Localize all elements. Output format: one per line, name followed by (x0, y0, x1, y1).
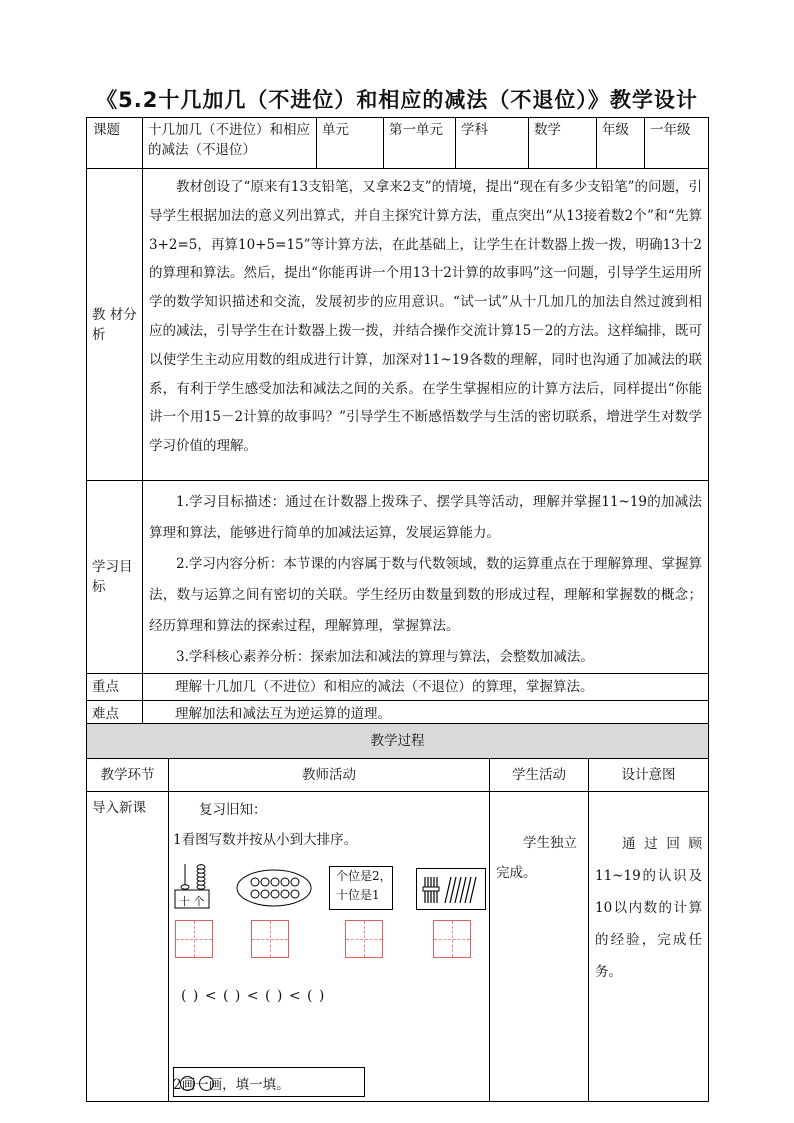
header-intent: 设计意图 (589, 759, 709, 792)
goals-label: 学习目标 (87, 481, 143, 674)
goals-cell (143, 481, 709, 674)
topic-label: 课题 (87, 118, 143, 169)
difficulty-text: 理解加法和减法互为逆运算的道理。 (143, 701, 709, 728)
info-table (86, 117, 709, 728)
key-point-text: 理解十几加几（不进位）和相应的减法（不退位）的算理，掌握算法。 (143, 674, 709, 701)
card-line-2: 十位是1 (336, 888, 380, 902)
difficulty-label: 难点 (87, 701, 143, 728)
drawing-box (173, 1067, 365, 1097)
sticks-icon (417, 869, 485, 909)
goal-item-2: 2.学习内容分析：本节课的内容属于数与代数领域，数的运算重点在于理解算理、掌握算法，数与运算之间有密切的关联。学生经历由数量到数的形成过程，理解和掌握数的概念；经历算理和算法的探索过程，理解算理，掌握算法。 (149, 556, 702, 634)
unit-value: 第一单元 (384, 118, 456, 169)
answer-grid-4[interactable] (433, 920, 471, 958)
card-line-1: 个位是2， (336, 869, 392, 883)
page-title: 《5.2十几加几（不进位）和相应的减法（不退位）》教学设计 (96, 88, 698, 112)
process-title: 教学过程 (87, 724, 709, 759)
abacus-label: 十 个 (179, 895, 205, 908)
header-teacher: 教师活动 (169, 759, 490, 792)
design-intent: 通过回顾11~19的认识及10以内数的计算的经验，完成任务。 (589, 792, 709, 1102)
subject-label: 学科 (456, 118, 529, 169)
unit-label: 单元 (317, 118, 384, 169)
question-2: 2画一画，填一填。 (173, 1077, 290, 1093)
circle-icon (199, 1076, 214, 1091)
sticks-picture (416, 868, 486, 910)
stage-cell: 导入新课 (87, 792, 169, 1102)
analysis-label: 教 材分析 (87, 169, 143, 481)
goal-item-3: 3.学科核心素养分析：探索加法和减法的算理与算法，会整数加减法。 (176, 649, 594, 665)
process-table (86, 723, 709, 1102)
answer-grid-1[interactable] (175, 920, 213, 958)
student-activity: 学生独立完成。 (490, 792, 589, 1102)
apples-picture (235, 868, 313, 908)
circle-icon (180, 1076, 195, 1091)
grade-label: 年级 (597, 118, 645, 169)
teacher-activity (169, 792, 490, 1102)
key-point-label: 重点 (87, 674, 143, 701)
header-student: 学生活动 (490, 759, 589, 792)
abacus-picture (173, 860, 213, 910)
header-stage: 教学环节 (87, 759, 169, 792)
subject-value: 数学 (529, 118, 597, 169)
goal-item-1: 1.学习目标描述：通过在计数器上拨珠子、摆学具等活动，理解并掌握11~19的加减法算理和算法，能够进行简单的加减法运算，发展运算能力。 (149, 494, 702, 541)
question-1: 1看图写数并按从小到大排序。 (173, 832, 358, 848)
review-text: 复习旧知： (199, 802, 267, 818)
compare-line: ( ) < ( ) < ( ) < ( ) (181, 988, 326, 1004)
analysis-text: 教材创设了“原来有13支铅笔，又拿来2支”的情境，提出“现在有多少支铅笔”的问题，引导学生根据加法的意义列出算式，并自主探究计算方法，重点突出“从13接着数2个”和“先算3+2=5，再算10+5=15”等计算方法，在此基础上，让学生在计数器上拨一拨，明确13十2的算理和算法。然后，提出“你能再讲一个用13十2计算的故事吗”这一问题，引导学生运用所学的数学知识描述和交流，发展初步的应用意识。“试一试”从十几加几的加法自然过渡到相应的减法，引导学生在计数器上拨一拨，并结合操作交流计算15－2的方法。这样编排，既可以使学生主动应用数的组成进行计算，加深对11~19各数的理解，同时也沟通了加减法的联系，有利于学生感受加法和减法之间的关系。在学生掌握相应的计算方法后，同样提出“你能讲一个用15－2计算的故事吗？”引导学生不断感悟数学与生活的密切联系，增进学生对数学学习价值的理解。 (143, 169, 709, 481)
answer-grid-2[interactable] (251, 920, 289, 958)
apples-icon (235, 868, 315, 910)
topic-value: 十几加几（不进位）和相应的减法（不退位） (143, 118, 317, 169)
place-value-card (329, 866, 393, 910)
grade-value: 一年级 (645, 118, 709, 169)
answer-grid-3[interactable] (345, 920, 383, 958)
